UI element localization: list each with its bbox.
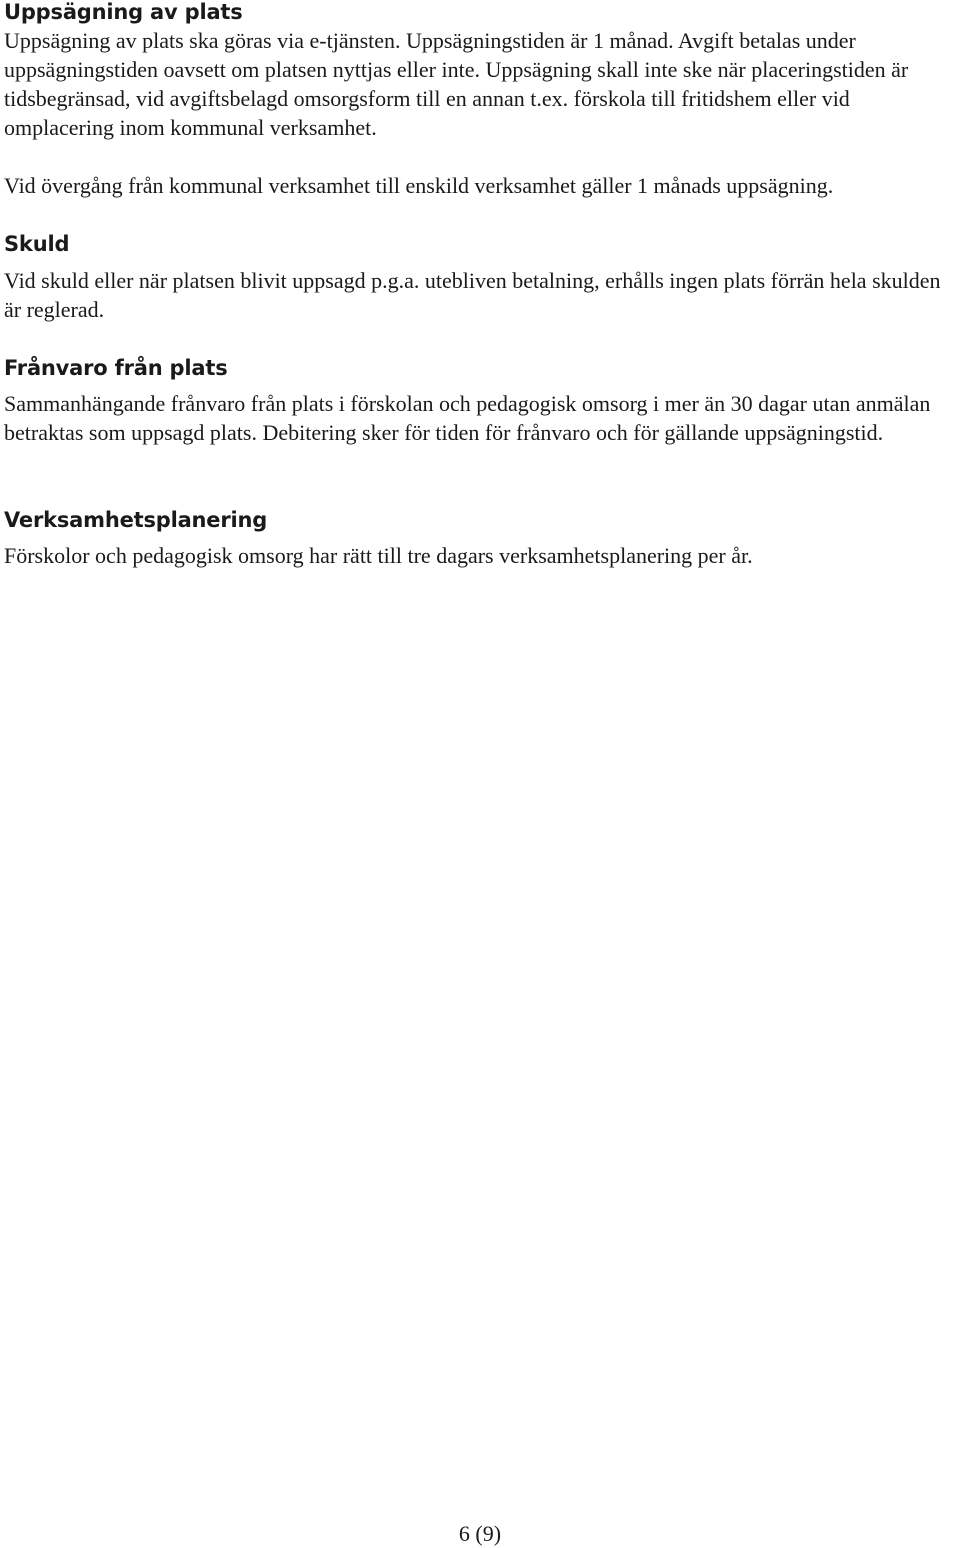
section-paragraph-skuld: Vid skuld eller när platsen blivit uppsagd p.g.a. utebliven betalning, erhålls ingen plats förrän hela skulden är reglerad.	[4, 268, 941, 322]
section-paragraph-verksamhetsplanering: Förskolor och pedagogisk omsorg har rätt till tre dagars verksamhetsplanering per år.	[4, 543, 753, 568]
page-number: 6 (9)	[458, 1521, 502, 1546]
section-paragraph-overgang: Vid övergång från kommunal verksamhet till enskild verksamhet gäller 1 månads uppsägning.	[4, 173, 834, 198]
section-paragraph-franvaro: Sammanhängande frånvaro från plats i förskolan och pedagogisk omsorg i mer än 30 dagar utan anmälan betraktas som uppsagd plats. Debitering sker för tiden för frånvaro och för gällande uppsägningstid.	[4, 391, 931, 445]
section-heading-skuld: Skuld	[4, 232, 70, 256]
section-heading-uppsagning: Uppsägning av plats	[4, 0, 243, 24]
section-heading-franvaro: Frånvaro från plats	[4, 356, 228, 380]
section-paragraph-uppsagning: Uppsägning av plats ska göras via e-tjänsten. Uppsägningstiden är 1 månad. Avgift betalas under uppsägningstiden oavsett om platsen nyttjas eller inte. Uppsägning skall inte ske när placeringstiden är tidsbegränsad, vid avgiftsbelagd omsorgsform till en annan t.ex. förskola till fritidshem eller vid omplacering inom kommunal verksamhet.	[4, 28, 909, 140]
section-heading-verksamhetsplanering: Verksamhetsplanering	[4, 508, 268, 532]
